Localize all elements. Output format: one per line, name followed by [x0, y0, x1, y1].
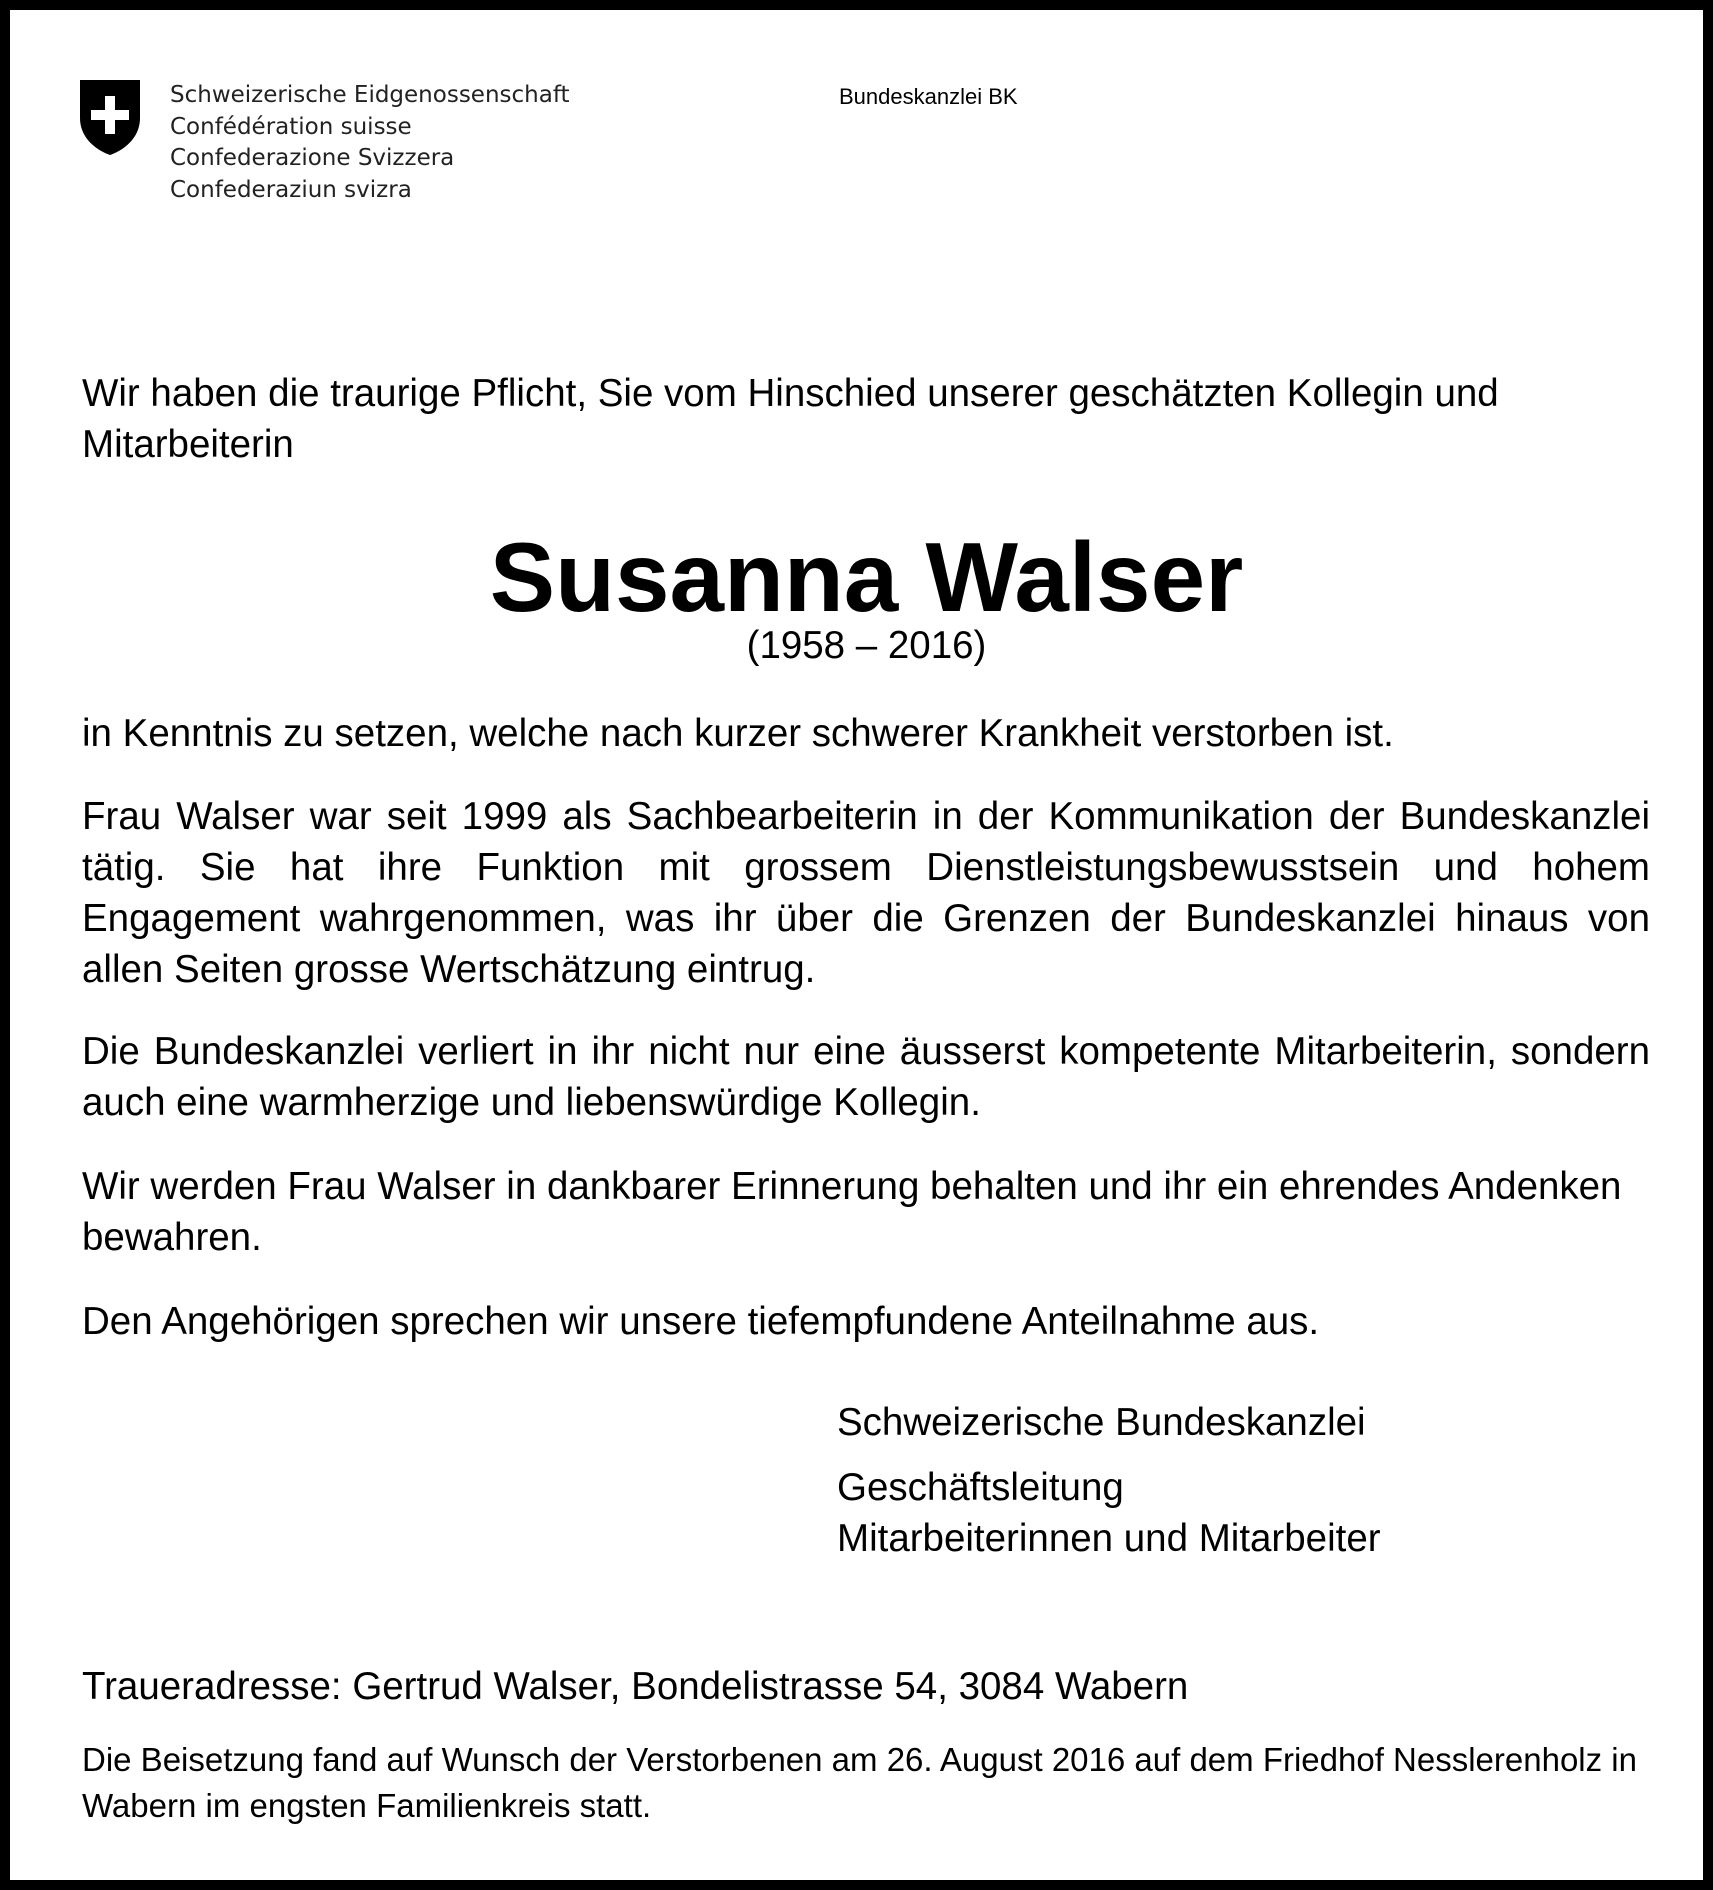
confederation-name-de: Schweizerische Eidgenossenschaft	[170, 82, 570, 108]
signature-staff: Mitarbeiterinnen und Mitarbeiter	[837, 1517, 1381, 1560]
deceased-name: Susanna Walser	[489, 522, 1244, 632]
confederation-names	[170, 80, 570, 206]
life-years: (1958 – 2016)	[746, 624, 987, 667]
notice-paragraph: Frau Walser war seit 1999 als Sachbearbeiterin in der Kommunikation der Bundeskanzlei tätig. Sie hat ihre Funktion mit grossem Dienstleistungsbewusstsein und hohem Engagement wahrgenommen, was ihr über die Grenzen der Bundeskanzlei hinaus von allen Seiten grosse Wertschätzung eintrug.	[82, 795, 1650, 991]
notice-paragraph: Den Angehörigen sprechen wir unsere tiefempfundene Anteilnahme aus.	[82, 1300, 1320, 1343]
swiss-federal-crest-icon	[78, 78, 142, 157]
intro-text: Wir haben die traurige Pflicht, Sie vom Hinschied unserer geschätzten Kollegin und Mitarbeiterin	[82, 372, 1499, 466]
signature-management: Geschäftsleitung	[837, 1466, 1124, 1509]
burial-note: Die Beisetzung fand auf Wunsch der Verstorbenen am 26. August 2016 auf dem Friedhof Nesslerenholz in Wabern im engsten Familienkreis statt.	[82, 1741, 1637, 1824]
confederation-name-it: Confederazione Svizzera	[170, 145, 455, 171]
signature-organization: Schweizerische Bundeskanzlei	[837, 1401, 1366, 1444]
notice-paragraph: Wir werden Frau Walser in dankbarer Erinnerung behalten und ihr ein ehrendes Andenken bewahren.	[82, 1165, 1622, 1259]
agency-name: Bundeskanzlei BK	[839, 84, 1018, 109]
notice-paragraph: in Kenntnis zu setzen, welche nach kurzer schwerer Krankheit verstorben ist.	[82, 712, 1394, 755]
notice-paragraph: Die Bundeskanzlei verliert in ihr nicht nur eine äusserst kompetente Mitarbeiterin, sondern auch eine warmherzige und liebenswürdige Kollegin.	[82, 1030, 1650, 1124]
confederation-name-fr: Confédération suisse	[170, 113, 412, 140]
mourning-address: Traueradresse: Gertrud Walser, Bondelistrasse 54, 3084 Wabern	[82, 1665, 1189, 1708]
confederation-name-rm: Confederaziun svizra	[170, 176, 412, 203]
